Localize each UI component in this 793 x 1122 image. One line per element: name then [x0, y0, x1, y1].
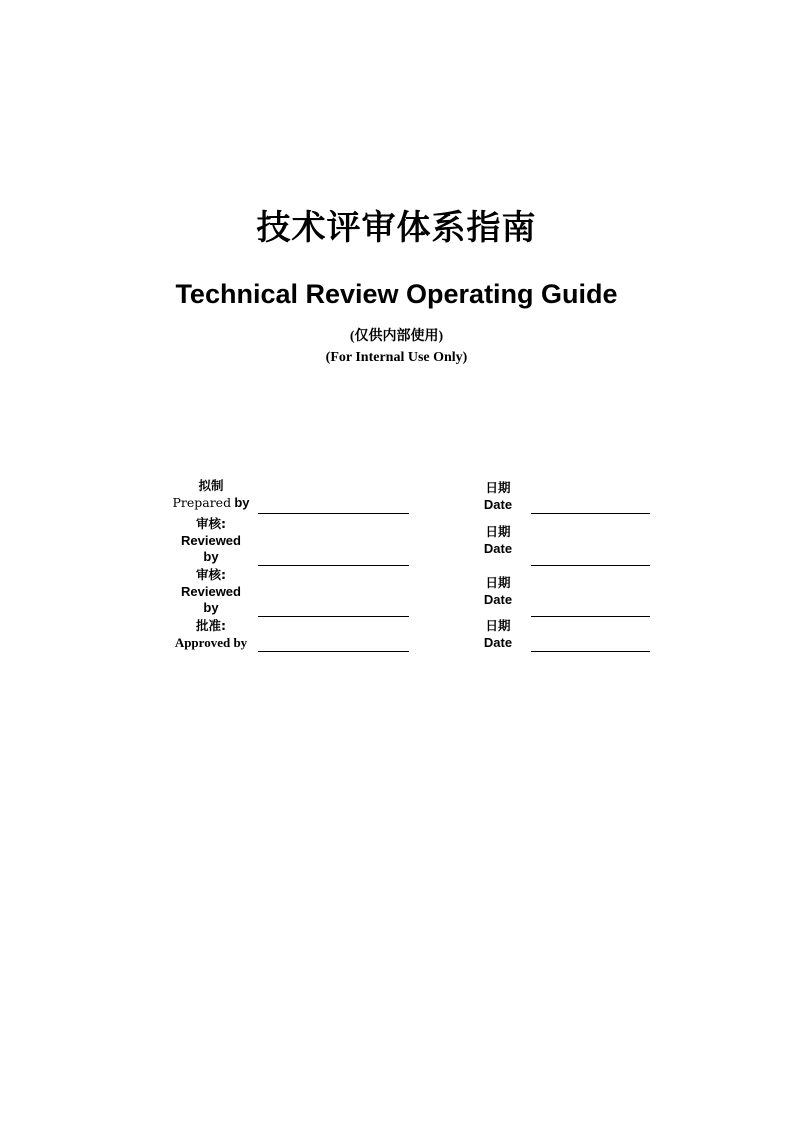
approved-by-label-cn: 批准: — [196, 618, 226, 633]
prepared-date-label-cn: 日期 — [485, 480, 511, 495]
reviewed-date-line-2[interactable] — [531, 616, 650, 617]
internal-use-note-english: (For Internal Use Only) — [325, 350, 468, 365]
reviewed-by-label-1-en-by: by — [203, 549, 219, 564]
document-title-chinese: 技术评审体系指南 — [256, 208, 537, 248]
prepared-by-label-en-by: by — [234, 494, 250, 510]
reviewed-by-label-2-en-word: Reviewed — [181, 583, 241, 599]
prepared-by-label-cn: 拟制 — [198, 478, 224, 493]
reviewed-by-label-1 — [165, 516, 257, 566]
approved-date-label-en: Date — [483, 635, 513, 650]
reviewed-date-label-1-en: Date — [483, 541, 513, 556]
approved-by-signature-line[interactable] — [258, 651, 409, 652]
prepared-by-label-en — [165, 495, 257, 512]
reviewed-date-label-1-cn: 日期 — [485, 524, 511, 539]
reviewed-date-label-2 — [466, 574, 530, 608]
approved-by-label-en: Approved by — [174, 634, 248, 650]
prepared-by-signature-line[interactable] — [258, 513, 409, 514]
prepared-date-line[interactable] — [531, 513, 650, 514]
reviewed-by-signature-line-1[interactable] — [258, 565, 409, 566]
reviewed-by-label-1-cn: 审核: — [196, 516, 226, 531]
prepared-by-label — [165, 478, 257, 511]
approved-by-label — [165, 618, 257, 651]
reviewed-by-label-1-en-word: Reviewed — [181, 532, 241, 548]
reviewed-by-label-2-en-by: by — [203, 600, 219, 615]
reviewed-by-label-2 — [165, 567, 257, 617]
prepared-by-label-en-word: Prepared — [172, 494, 232, 510]
prepared-date-label-en: Date — [483, 497, 513, 512]
prepared-date-label — [466, 479, 530, 513]
reviewed-date-label-2-cn: 日期 — [485, 575, 511, 590]
reviewed-by-label-2-cn: 审核: — [196, 567, 226, 582]
internal-use-note-chinese: (仅供内部使用) — [349, 329, 444, 344]
document-title-english: Technical Review Operating Guide — [175, 279, 618, 309]
reviewed-by-signature-line-2[interactable] — [258, 616, 409, 617]
reviewed-date-label-1 — [466, 523, 530, 557]
approved-date-line[interactable] — [531, 651, 650, 652]
approved-date-label — [466, 617, 530, 651]
reviewed-date-label-2-en: Date — [483, 592, 513, 607]
approved-date-label-cn: 日期 — [485, 618, 511, 633]
reviewed-date-line-1[interactable] — [531, 565, 650, 566]
